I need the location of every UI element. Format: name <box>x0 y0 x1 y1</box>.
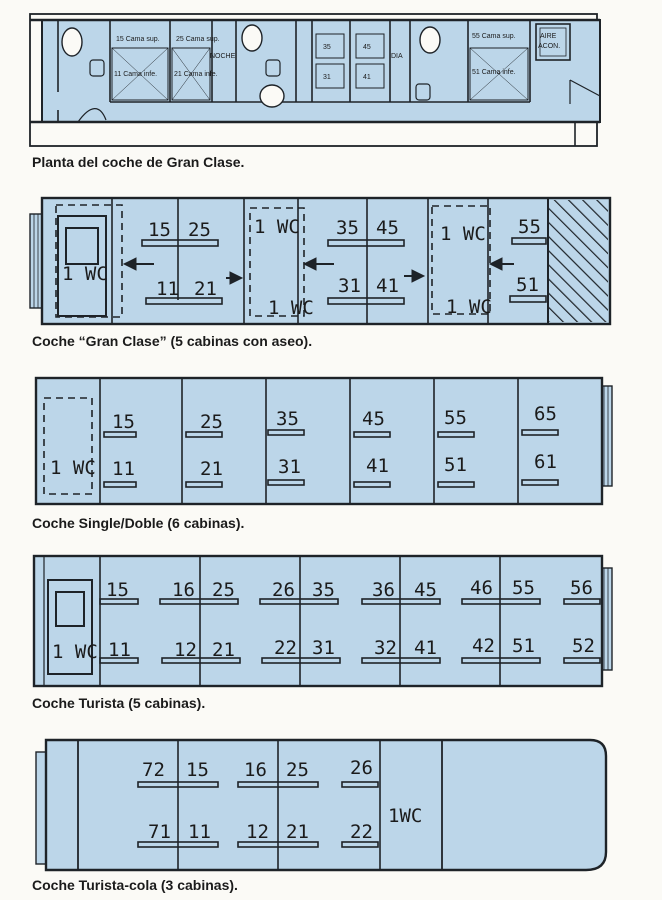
berth-number: 41 <box>376 275 399 297</box>
berth-number: 16 <box>172 579 195 601</box>
berth-number: 25 <box>200 411 223 433</box>
berth-number: 72 <box>142 759 165 781</box>
turista-car <box>34 556 612 686</box>
caption-turista: Coche Turista (5 cabinas). <box>32 695 206 711</box>
plan-berth-label: 25 Cama sup. <box>176 36 220 43</box>
berth-number: 56 <box>570 577 593 599</box>
berth-number: 35 <box>336 217 359 239</box>
berth-number: 21 <box>200 458 223 480</box>
berth-number: 11 <box>112 458 135 480</box>
berth-number: 21 <box>286 821 309 843</box>
berth-number: 71 <box>148 821 171 843</box>
berth-number: 35 <box>276 408 299 430</box>
berth-number: 15 <box>106 579 129 601</box>
berth-number: 42 <box>472 635 495 657</box>
plan-seat-number: 31 <box>323 74 331 81</box>
wc-label: 1WC <box>388 805 423 827</box>
caption-plan: Planta del coche de Gran Clase. <box>32 154 245 170</box>
berth-number: 11 <box>188 821 211 843</box>
wc-label: 1 WC <box>50 457 96 479</box>
wc-label: 1 WC <box>268 297 314 319</box>
wc-label: 1 WC <box>440 223 486 245</box>
berth-number: 15 <box>148 219 171 241</box>
plan-berth-label: 21 Cama infe. <box>174 71 218 78</box>
berth-number: 11 <box>156 278 179 300</box>
caption-single-doble: Coche Single/Doble (6 cabinas). <box>32 515 245 531</box>
berth-number: 51 <box>512 635 535 657</box>
wc-label: 1 WC <box>254 216 300 238</box>
berth-number: 25 <box>286 759 309 781</box>
berth-number: 51 <box>516 274 539 296</box>
berth-number: 41 <box>414 637 437 659</box>
berth-number: 22 <box>350 821 373 843</box>
berth-number: 26 <box>272 579 295 601</box>
berth-number: 31 <box>312 637 335 659</box>
caption-turista-cola: Coche Turista-cola (3 cabinas). <box>32 877 238 893</box>
berth-number: 35 <box>312 579 335 601</box>
plan-aire-label: AIRE <box>540 33 557 40</box>
berth-number: 45 <box>362 408 385 430</box>
wc-label: 1 WC <box>52 641 98 663</box>
plan-berth-label: 55 Cama sup. <box>472 33 516 40</box>
plan-berth-label: 11 Cama infe. <box>114 71 158 78</box>
berth-number: 61 <box>534 451 557 473</box>
berth-number: 52 <box>572 635 595 657</box>
plan-seat-number: 45 <box>363 44 371 51</box>
berth-number: 21 <box>194 278 217 300</box>
berth-number: 21 <box>212 639 235 661</box>
plan-seat-number: 41 <box>363 74 371 81</box>
single-doble-car <box>36 378 612 504</box>
plan-berth-label: 51 Cama infe. <box>472 69 516 76</box>
plan-seat-number: 35 <box>323 44 331 51</box>
berth-number: 25 <box>212 579 235 601</box>
wc-label: 1 WC <box>62 263 108 285</box>
berth-number: 36 <box>372 579 395 601</box>
berth-number: 11 <box>108 639 131 661</box>
berth-number: 65 <box>534 403 557 425</box>
berth-number: 55 <box>512 577 535 599</box>
plan-berth-label: 15 Cama sup. <box>116 36 160 43</box>
berth-number: 26 <box>350 757 373 779</box>
berth-number: 45 <box>376 217 399 239</box>
berth-number: 55 <box>518 216 541 238</box>
berth-number: 32 <box>374 637 397 659</box>
berth-number: 51 <box>444 454 467 476</box>
plan-acon-label: ACON. <box>538 43 561 50</box>
caption-gran-clase: Coche “Gran Clase” (5 cabinas con aseo). <box>32 333 313 349</box>
berth-number: 31 <box>338 275 361 297</box>
berth-number: 45 <box>414 579 437 601</box>
berth-number: 31 <box>278 456 301 478</box>
berth-number: 12 <box>174 639 197 661</box>
berth-number: 15 <box>112 411 135 433</box>
berth-number: 55 <box>444 407 467 429</box>
berth-number: 25 <box>188 219 211 241</box>
berth-number: 41 <box>366 455 389 477</box>
plan-noche-label: NOCHE <box>210 53 236 60</box>
turista-cola-car <box>36 740 606 870</box>
berth-number: 16 <box>244 759 267 781</box>
wc-label: 1 WC <box>446 296 492 318</box>
berth-number: 46 <box>470 577 493 599</box>
plan-dia-label: DIA <box>391 53 403 60</box>
berth-number: 15 <box>186 759 209 781</box>
berth-number: 12 <box>246 821 269 843</box>
berth-number: 22 <box>274 637 297 659</box>
